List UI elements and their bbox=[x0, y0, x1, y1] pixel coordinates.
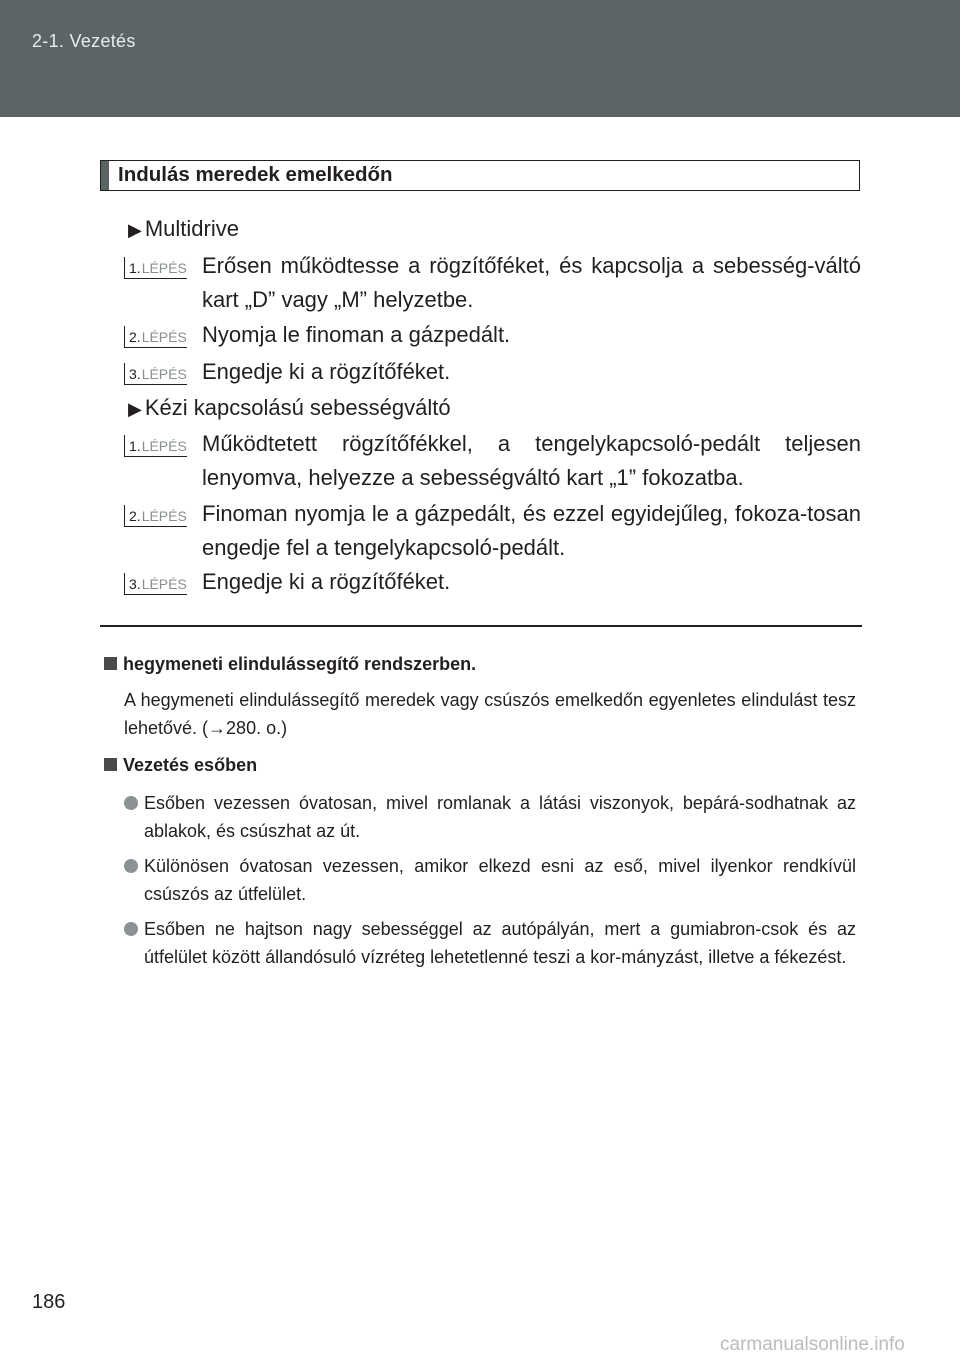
note-heading-hill-start bbox=[104, 652, 476, 676]
arrow-right-icon: ▶ bbox=[128, 220, 142, 240]
step-number: 2. bbox=[124, 505, 141, 527]
step-badge bbox=[124, 360, 196, 385]
circle-bullet-icon bbox=[124, 922, 138, 936]
arrow-right-icon: ▶ bbox=[128, 399, 142, 419]
circle-bullet-icon bbox=[124, 859, 138, 873]
note-heading-rain bbox=[104, 753, 257, 777]
bullet-text: Esőben vezessen óvatosan, mivel romlanak a látási viszonyok, bepárá-sodhatnak az ablakok, és csúszhat az út. bbox=[144, 793, 856, 841]
step-text: Finoman nyomja le a gázpedált, és ezzel egyidejűleg, fokoza-tosan engedje fel a tengelykapcsoló-pedált. bbox=[202, 501, 861, 560]
step-word: LÉPÉS bbox=[141, 573, 187, 595]
subheading-manual bbox=[128, 393, 451, 424]
step-text: Nyomja le finoman a gázpedált. bbox=[202, 322, 511, 347]
step-item bbox=[124, 565, 861, 599]
watermark: carmanualsonline.info bbox=[720, 1334, 905, 1355]
bullet-item bbox=[124, 852, 856, 908]
bullet-text: Esőben ne hajtson nagy sebességgel az autópályán, mert a gumiabron-csok és az útfelület között állandósuló vízréteg lehetetlenné teszi a kor-mányzást, illetve a fékezést. bbox=[144, 919, 856, 967]
note-heading-text: hegymeneti elindulássegítő rendszerben. bbox=[123, 654, 477, 674]
step-text: Erősen működtesse a rögzítőféket, és kapcsolja a sebesség-váltó kart „D” vagy „M” helyzetbe. bbox=[202, 253, 861, 312]
step-item bbox=[124, 497, 861, 564]
step-number: 1. bbox=[124, 257, 141, 279]
bullet-text: Különösen óvatosan vezessen, amikor elkezd esni az eső, mivel ilyenkor rendkívül csúszós az útfelület. bbox=[144, 856, 856, 904]
subheading-label: Kézi kapcsolású sebességváltó bbox=[144, 395, 451, 420]
step-item bbox=[124, 427, 861, 494]
page-number: 186 bbox=[32, 1291, 66, 1313]
step-number: 1. bbox=[124, 435, 141, 457]
step-word: LÉPÉS bbox=[141, 435, 187, 457]
step-number: 2. bbox=[124, 326, 141, 348]
step-badge bbox=[124, 323, 196, 348]
step-badge bbox=[124, 254, 196, 279]
step-word: LÉPÉS bbox=[141, 505, 187, 527]
step-word: LÉPÉS bbox=[141, 326, 187, 348]
step-item bbox=[124, 355, 861, 389]
section-divider bbox=[100, 625, 862, 627]
bullet-item bbox=[124, 789, 856, 845]
note-paragraph: A hegymeneti elindulássegítő meredek vagy csúszós emelkedőn egyenletes elindulást tesz lehetővé. (→280. o.) bbox=[124, 690, 856, 738]
step-word: LÉPÉS bbox=[141, 363, 187, 385]
circle-bullet-icon bbox=[124, 796, 138, 810]
section-title-box bbox=[100, 160, 860, 191]
step-number: 3. bbox=[124, 363, 141, 385]
step-word: LÉPÉS bbox=[141, 257, 187, 279]
step-item bbox=[124, 318, 861, 352]
title-accent-bar bbox=[101, 161, 109, 190]
header-band bbox=[0, 0, 960, 117]
step-badge bbox=[124, 570, 196, 595]
subheading-label: Multidrive bbox=[144, 216, 239, 241]
step-badge bbox=[124, 502, 196, 527]
step-item bbox=[124, 249, 861, 316]
square-bullet-icon bbox=[104, 758, 117, 771]
section-title: Indulás meredek emelkedőn bbox=[118, 163, 393, 186]
subheading-multidrive bbox=[128, 214, 239, 245]
step-text: Működtetett rögzítőfékkel, a tengelykapcsoló-pedált teljesen lenyomva, helyezze a sebességváltó kart „1” fokozatba. bbox=[202, 431, 861, 490]
step-text: Engedje ki a rögzítőféket. bbox=[202, 569, 451, 594]
note-heading-text: Vezetés esőben bbox=[123, 755, 258, 775]
step-text: Engedje ki a rögzítőféket. bbox=[202, 359, 451, 384]
step-badge bbox=[124, 432, 196, 457]
section-label: 2-1. Vezetés bbox=[32, 31, 136, 51]
bullet-item bbox=[124, 915, 856, 971]
step-number: 3. bbox=[124, 573, 141, 595]
square-bullet-icon bbox=[104, 657, 117, 670]
